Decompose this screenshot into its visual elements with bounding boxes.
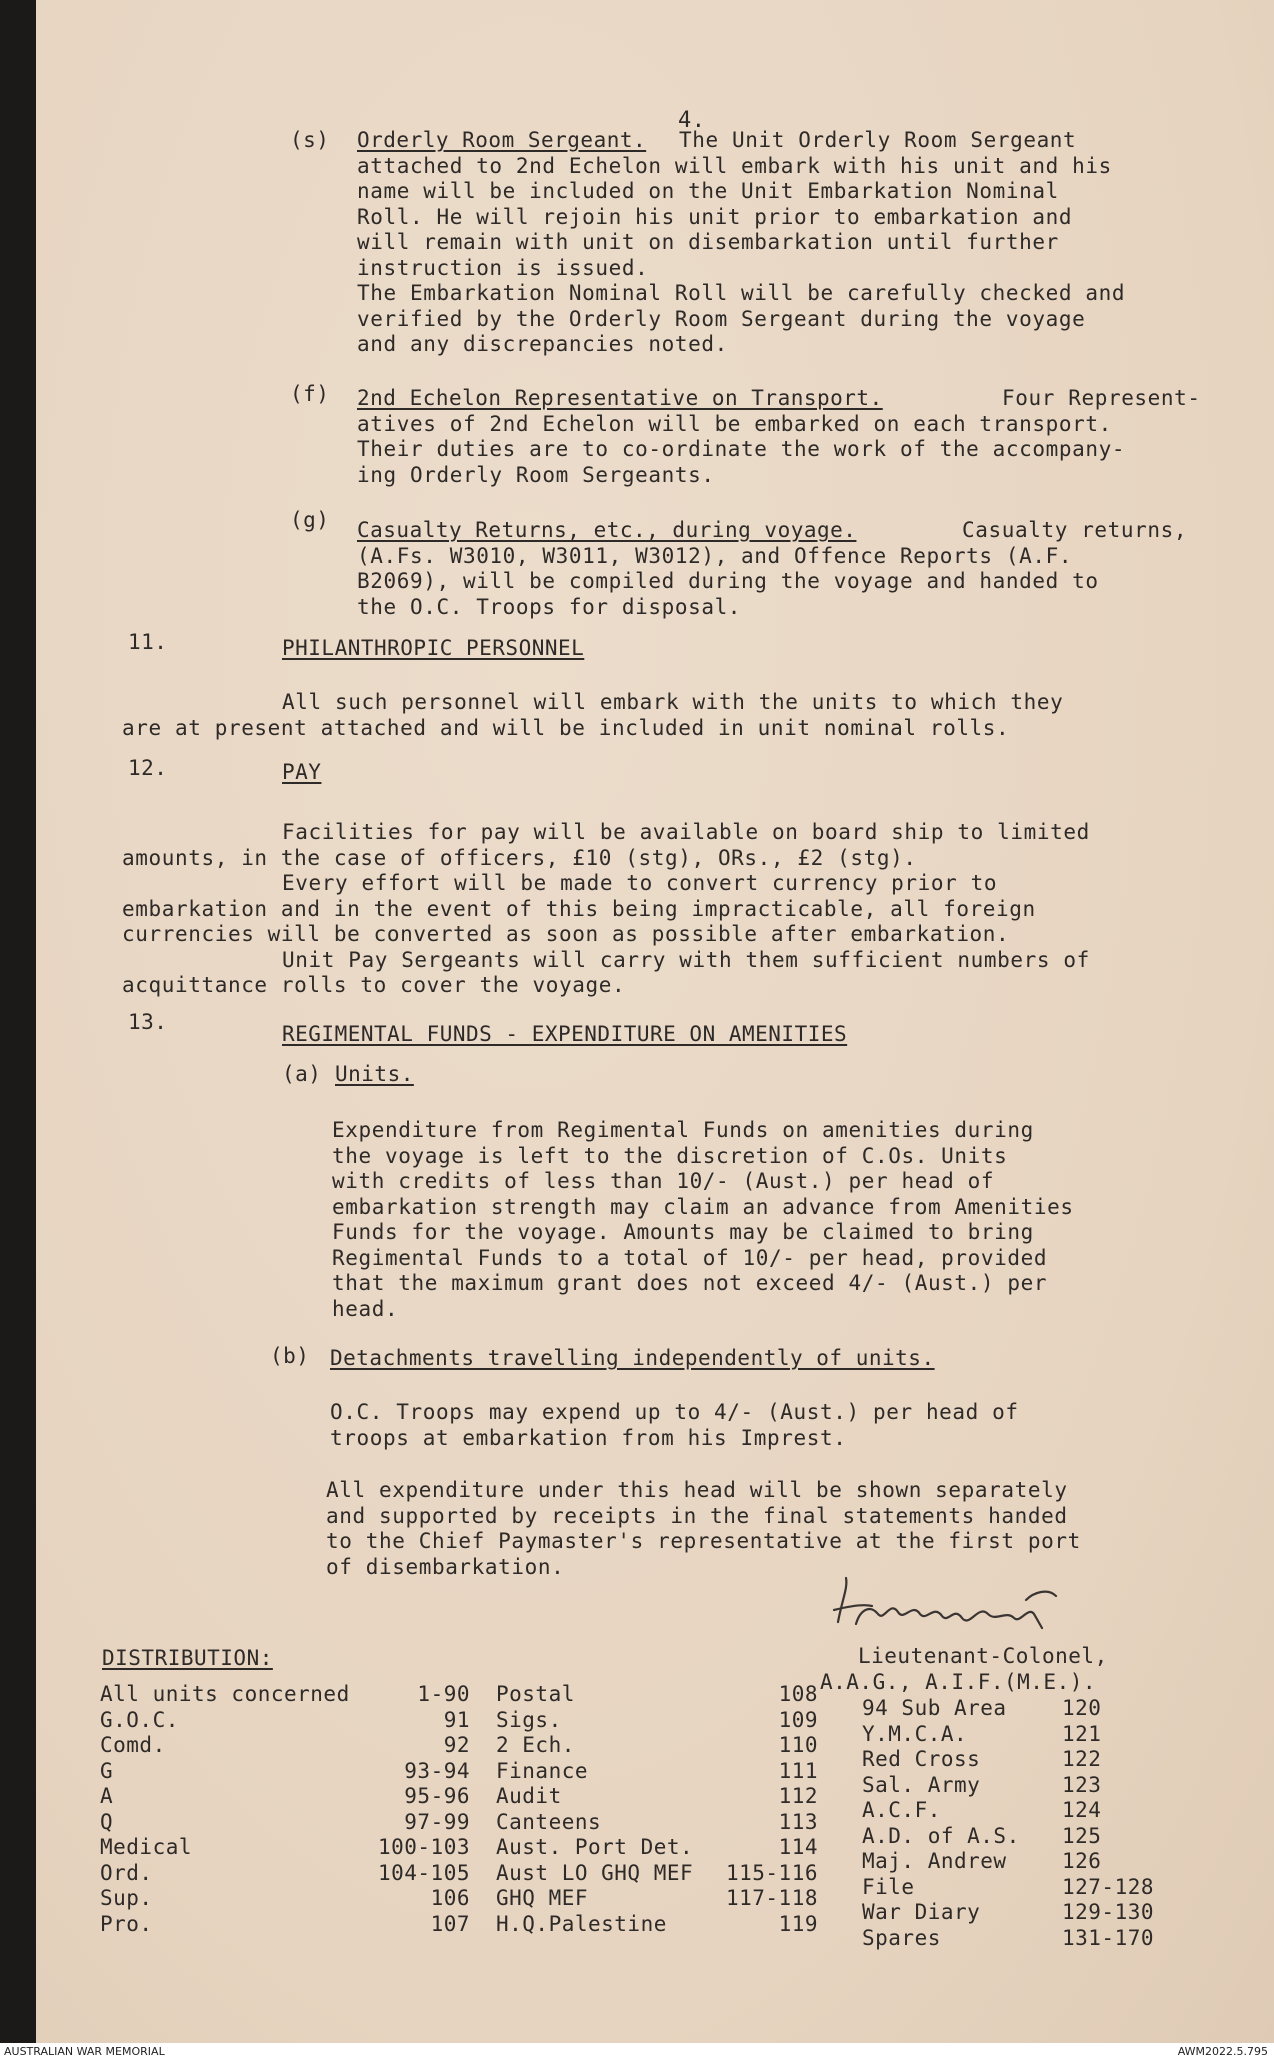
list-item-number: 131-170 xyxy=(1062,1925,1155,1950)
list-item: Aust. Port Det. xyxy=(496,1835,694,1859)
section-g-title: Casualty Returns, etc., during voyage. xyxy=(357,518,857,542)
text-line: to the Chief Paymaster's representative at the first port xyxy=(326,1529,1081,1553)
list-item: Sigs. xyxy=(496,1707,562,1732)
signatory-rank: Lieutenant-Colonel, xyxy=(858,1644,1108,1668)
text-line: ing Orderly Room Sergeants. xyxy=(357,462,715,487)
text-line: the voyage is left to the discretion of C.Os. Units xyxy=(332,1143,1008,1168)
list-item: Postal xyxy=(496,1682,575,1706)
text-line: Funds for the voyage. Amounts may be claimed to bring xyxy=(332,1220,1034,1244)
text-line: verified by the Orderly Room Sergeant during the voyage xyxy=(357,306,1086,331)
list-item-number: 112 xyxy=(778,1784,818,1808)
text-line: Roll. He will rejoin his unit prior to embarkation and xyxy=(357,204,1073,229)
distribution-col1-numbers xyxy=(360,1682,470,1937)
list-item: G xyxy=(100,1758,114,1783)
text-line: amounts, in the case of officers, £10 (stg), ORs., £2 (stg). xyxy=(122,845,917,870)
text-line: the O.C. Troops for disposal. xyxy=(357,594,742,619)
text-line: B2069), will be compiled during the voyage and handed to xyxy=(357,569,1099,593)
list-item-number: 100-103 xyxy=(377,1835,470,1859)
list-item-number: 108 xyxy=(778,1682,818,1706)
section-13-number: 13. xyxy=(128,1010,168,1034)
list-item-number: 129-130 xyxy=(1062,1900,1155,1924)
list-item-number: 119 xyxy=(778,1911,818,1936)
section-13a-title: Units. xyxy=(335,1062,414,1086)
text-line: are at present attached and will be included in unit nominal rolls. xyxy=(122,715,1010,740)
list-item-number: 121 xyxy=(1062,1721,1102,1746)
text-line: All expenditure under this head will be shown separately xyxy=(326,1478,1068,1502)
text-line: head. xyxy=(332,1296,399,1321)
text-line: that the maximum grant does not exceed 4/- (Aust.) per xyxy=(332,1271,1048,1295)
list-item-number: 125 xyxy=(1062,1823,1102,1848)
list-item: Pro. xyxy=(100,1911,153,1936)
distribution-col3-names xyxy=(862,1696,1020,1951)
list-item-number: 110 xyxy=(778,1733,818,1757)
text-line: The Unit Orderly Room Sergeant xyxy=(679,128,1077,152)
section-f-title: 2nd Echelon Representative on Transport. xyxy=(357,386,883,410)
list-item: Aust LO GHQ MEF xyxy=(496,1860,694,1885)
section-13b-body xyxy=(330,1400,1019,1451)
section-s-marker: (s) xyxy=(290,128,330,152)
distribution-heading: DISTRIBUTION: xyxy=(102,1646,273,1670)
text-line: attached to 2nd Echelon will embark with his unit and his xyxy=(357,153,1112,178)
section-13a-marker: (a) xyxy=(282,1062,322,1086)
list-item-number: 104-105 xyxy=(377,1860,470,1885)
list-item-number: 109 xyxy=(778,1707,818,1732)
text-line: Regimental Funds to a total of 10/- per head, provided xyxy=(332,1245,1048,1270)
text-line: name will be included on the Unit Embarkation Nominal xyxy=(357,179,1059,203)
section-f-marker: (f) xyxy=(290,382,330,406)
list-item-number: 91 xyxy=(443,1707,470,1732)
list-item: H.Q.Palestine xyxy=(496,1911,667,1936)
text-line: Every effort will be made to convert currency prior to xyxy=(282,871,998,895)
list-item-number: 107 xyxy=(430,1911,470,1936)
section-s-title: Orderly Room Sergeant. xyxy=(357,128,647,152)
page-number: 4. xyxy=(678,108,706,133)
list-item: Finance xyxy=(496,1758,589,1783)
list-item: Ord. xyxy=(100,1860,153,1885)
section-12-number: 12. xyxy=(128,756,168,780)
text-line: Unit Pay Sergeants will carry with them sufficient numbers of xyxy=(282,947,1090,972)
section-13b-title: Detachments travelling independently of units. xyxy=(330,1346,935,1370)
text-line: Four Represent- xyxy=(1002,386,1201,410)
section-12-heading: PAY xyxy=(282,760,322,784)
list-item: Y.M.C.A. xyxy=(862,1721,968,1746)
section-11-number: 11. xyxy=(128,630,168,654)
section-g-body xyxy=(357,518,1187,620)
text-line: will remain with unit on disembarkation until further xyxy=(357,230,1059,254)
list-item-number: 123 xyxy=(1062,1772,1102,1797)
list-item: Maj. Andrew xyxy=(862,1849,1007,1873)
list-item: GHQ MEF xyxy=(496,1886,589,1910)
list-item: Medical xyxy=(100,1835,193,1859)
list-item-number: 115-116 xyxy=(725,1860,818,1885)
section-11-heading: PHILANTHROPIC PERSONNEL xyxy=(282,636,585,660)
text-line: embarkation strength may claim an advance from Amenities xyxy=(332,1194,1074,1219)
list-item: Red Cross xyxy=(862,1747,981,1771)
list-item-number: 113 xyxy=(778,1809,818,1834)
text-line: acquittance rolls to cover the voyage. xyxy=(122,973,626,997)
text-line: The Embarkation Nominal Roll will be carefully checked and xyxy=(357,281,1126,305)
list-item: All units concerned xyxy=(100,1682,350,1706)
list-item-number: 127-128 xyxy=(1062,1874,1155,1899)
section-g-marker: (g) xyxy=(290,508,330,532)
list-item: Sal. Army xyxy=(862,1772,981,1797)
text-line: Facilities for pay will be available on board ship to limited xyxy=(282,820,1090,844)
text-line: of disembarkation. xyxy=(326,1554,565,1579)
list-item-number: 106 xyxy=(430,1886,470,1910)
section-13b-marker: (b) xyxy=(270,1344,310,1368)
list-item: G.O.C. xyxy=(100,1707,179,1732)
distribution-col2-names xyxy=(496,1682,693,1937)
text-line: and any discrepancies noted. xyxy=(357,332,728,356)
distribution-col1-names xyxy=(100,1682,350,1937)
list-item-number: 92 xyxy=(443,1733,470,1757)
text-line: atives of 2nd Echelon will be embarked on each transport. xyxy=(357,411,1112,436)
text-line: currencies will be converted as soon as possible after embarkation. xyxy=(122,922,1010,946)
list-item: Comd. xyxy=(100,1733,166,1757)
text-line: embarkation and in the event of this being impracticable, all foreign xyxy=(122,896,1036,921)
distribution-col3-numbers xyxy=(1062,1696,1182,1951)
section-13-heading: REGIMENTAL FUNDS - EXPENDITURE ON AMENITIES xyxy=(282,1022,848,1046)
list-item-number: 117-118 xyxy=(725,1886,818,1910)
archive-name: AUSTRALIAN WAR MEMORIAL xyxy=(4,2045,165,2058)
list-item: 94 Sub Area xyxy=(862,1696,1007,1720)
section-12-body xyxy=(122,820,1090,999)
text-line: All such personnel will embark with the units to which they xyxy=(282,690,1064,714)
signatory-appointment: A.A.G., A.I.F.(M.E.). xyxy=(820,1670,1097,1694)
text-line: instruction is issued. xyxy=(357,255,649,280)
list-item-number: 120 xyxy=(1062,1696,1102,1720)
distribution-col2-numbers xyxy=(706,1682,818,1937)
text-line: Their duties are to co-ordinate the work of the accompany- xyxy=(357,437,1126,461)
list-item: Sup. xyxy=(100,1886,153,1910)
text-line: Expenditure from Regimental Funds on amenities during xyxy=(332,1118,1034,1142)
list-item: Canteens xyxy=(496,1809,602,1834)
text-line: Casualty returns, xyxy=(962,518,1188,542)
list-item-number: 97-99 xyxy=(404,1809,470,1834)
section-s-body xyxy=(357,128,1125,358)
list-item: 2 Ech. xyxy=(496,1733,575,1757)
text-line: (A.Fs. W3010, W3011, W3012), and Offence Reports (A.F. xyxy=(357,543,1073,568)
list-item: Spares xyxy=(862,1925,941,1950)
list-item: War Diary xyxy=(862,1900,981,1924)
handwritten-signature xyxy=(820,1570,1120,1640)
section-f-body xyxy=(357,386,1201,488)
list-item-number: 111 xyxy=(778,1758,818,1783)
list-item-number: 114 xyxy=(778,1835,818,1859)
list-item: A.C.F. xyxy=(862,1798,941,1822)
archive-footer xyxy=(0,2043,1274,2061)
archive-reference: AWM2022.5.795 xyxy=(1177,2045,1268,2058)
section-13c-body xyxy=(326,1478,1081,1580)
list-item-number: 126 xyxy=(1062,1849,1102,1873)
text-line: with credits of less than 10/- (Aust.) per head of xyxy=(332,1169,995,1193)
text-line: troops at embarkation from his Imprest. xyxy=(330,1425,847,1450)
section-13a-body xyxy=(332,1118,1074,1322)
list-item-number: 124 xyxy=(1062,1798,1102,1822)
list-item-number: 93-94 xyxy=(404,1758,470,1783)
list-item: A xyxy=(100,1784,114,1808)
list-item: A.D. of A.S. xyxy=(862,1823,1020,1848)
list-item: Q xyxy=(100,1809,114,1834)
section-11-body xyxy=(122,690,1063,741)
text-line: and supported by receipts in the final statements handed xyxy=(326,1503,1068,1528)
text-line: O.C. Troops may expend up to 4/- (Aust.) per head of xyxy=(330,1400,1019,1424)
list-item-number: 95-96 xyxy=(404,1784,470,1808)
list-item: File xyxy=(862,1874,915,1899)
list-item-number: 1-90 xyxy=(417,1682,470,1706)
list-item: Audit xyxy=(496,1784,562,1808)
list-item-number: 122 xyxy=(1062,1747,1102,1771)
